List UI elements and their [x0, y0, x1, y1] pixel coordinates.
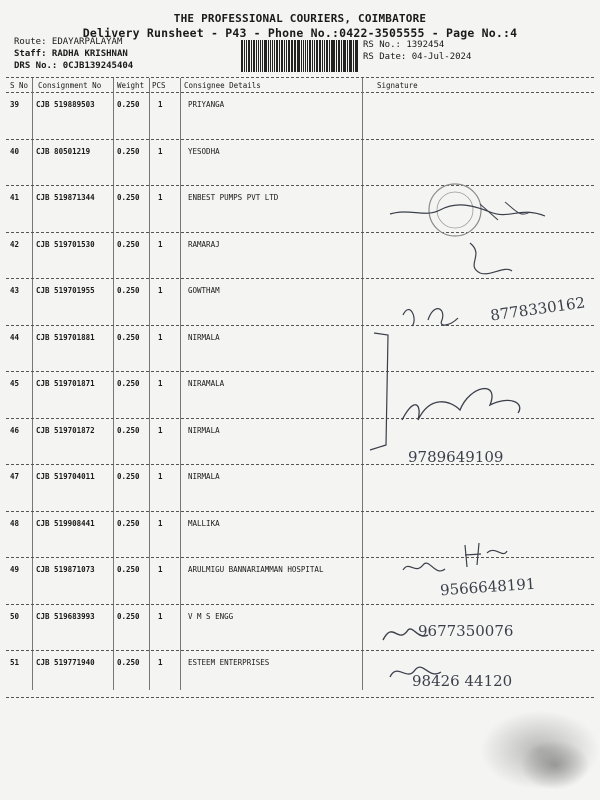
col-consignee: Consignee Details: [184, 81, 261, 90]
row-consignee: YESODHA: [188, 147, 220, 156]
barcode-bar: [248, 40, 251, 72]
row-weight: 0.250: [117, 193, 140, 202]
row-weight: 0.250: [117, 426, 140, 435]
row-consignee: NIRMALA: [188, 472, 220, 481]
barcode-bar: [316, 40, 319, 72]
row-sno: 43: [10, 286, 20, 295]
row-consignment: CJB 519771940: [36, 658, 95, 667]
col-divider: [149, 78, 150, 690]
barcode-bar: [279, 40, 280, 72]
row-sno: 45: [10, 379, 20, 388]
row-weight: 0.250: [117, 100, 140, 109]
row-weight: 0.250: [117, 333, 140, 342]
barcode-bar: [246, 40, 247, 72]
row-consignment: CJB 519908441: [36, 519, 95, 528]
row-consignment: CJB 80501219: [36, 147, 91, 156]
row-consignee: ESTEEM ENTERPRISES: [188, 658, 270, 667]
barcode-bar: [341, 40, 342, 72]
barcode-bar: [274, 40, 275, 72]
row-sno: 40: [10, 147, 20, 156]
barcode-bar: [264, 40, 267, 72]
barcode-bar: [322, 40, 323, 72]
barcode-bar: [349, 40, 352, 72]
sig-51-phone: 98426 44120: [412, 672, 513, 690]
row-weight: 0.250: [117, 147, 140, 156]
col-sno: S No: [10, 81, 29, 90]
row-weight: 0.250: [117, 519, 140, 528]
row-consignee: V M S ENGG: [188, 612, 234, 621]
row-weight: 0.250: [117, 658, 140, 667]
barcode-bar: [338, 40, 340, 72]
route-label: Route: EDAYARPALAYAM: [14, 37, 123, 47]
barcode-bar: [281, 40, 284, 72]
barcode-bar: [284, 40, 285, 72]
row-consignment: CJB 519701955: [36, 286, 95, 295]
barcode-bar: [260, 40, 261, 72]
sig-43-phone: 8778330162: [489, 293, 587, 325]
barcode-bar: [262, 40, 263, 72]
barcode-bar: [241, 40, 243, 72]
barcode-bar: [258, 40, 259, 72]
row-pcs: 1: [158, 100, 163, 109]
row-pcs: 1: [158, 193, 163, 202]
rs-date: RS Date: 04-Jul-2024: [363, 52, 472, 62]
row-sno: 42: [10, 240, 20, 249]
row-sno: 51: [10, 658, 20, 667]
barcode-bar: [295, 40, 296, 72]
row-consignment: CJB 519683993: [36, 612, 95, 621]
barcode-bar: [329, 40, 330, 72]
barcode-bar: [272, 40, 273, 72]
row-consignment: CJB 519889503: [36, 100, 95, 109]
barcode-bar: [355, 40, 356, 72]
barcode-bar: [324, 40, 325, 72]
barcode-bar: [301, 40, 302, 72]
col-pcs: PCS: [152, 81, 166, 90]
row-consignee: NIRMALA: [188, 426, 220, 435]
row-consignee: MALLIKA: [188, 519, 220, 528]
barcode-bar: [356, 40, 358, 72]
row-divider: [6, 511, 594, 512]
barcode-bar: [326, 40, 328, 72]
row-sno: 41: [10, 193, 20, 202]
barcode-bar: [251, 40, 252, 72]
barcode-bar: [343, 40, 344, 72]
barcode-bar: [244, 40, 245, 72]
barcode-bar: [291, 40, 293, 72]
barcode-bar: [309, 40, 311, 72]
row-consignment: CJB 519701530: [36, 240, 95, 249]
drs-number: DRS No.: 0CJB139245404: [14, 61, 134, 71]
barcode-bar: [319, 40, 321, 72]
row-consignee: PRIYANGA: [188, 100, 225, 109]
barcode-bar: [332, 40, 335, 72]
row-pcs: 1: [158, 147, 163, 156]
row-pcs: 1: [158, 379, 163, 388]
row-pcs: 1: [158, 472, 163, 481]
sig-49-phone: 9566648191: [439, 574, 536, 600]
col-divider: [180, 78, 181, 690]
rs-number: RS No.: 1392454: [363, 40, 445, 50]
barcode-bar: [256, 40, 258, 72]
header-rule-bottom: [6, 92, 594, 93]
row-consignee: RAMARAJ: [188, 240, 220, 249]
col-signature: Signature: [377, 81, 418, 90]
barcode-bar: [312, 40, 313, 72]
row-sno: 39: [10, 100, 20, 109]
barcode-bar: [268, 40, 269, 72]
barcode-bar: [336, 40, 337, 72]
barcode-bar: [305, 40, 307, 72]
row-pcs: 1: [158, 333, 163, 342]
barcode-bar: [331, 40, 332, 72]
row-divider: [6, 139, 594, 140]
barcode-bar: [276, 40, 278, 72]
row-divider: [6, 650, 594, 651]
row-pcs: 1: [158, 519, 163, 528]
barcode-bar: [297, 40, 300, 72]
barcode-bar: [270, 40, 272, 72]
barcode: [241, 40, 359, 72]
barcode-bar: [294, 40, 295, 72]
row-divider: [6, 697, 594, 698]
row-sno: 46: [10, 426, 20, 435]
row-sno: 49: [10, 565, 20, 574]
sig-50-phone: 9677350076: [418, 622, 514, 640]
row-consignment: CJB 519701872: [36, 426, 95, 435]
barcode-bar: [303, 40, 304, 72]
row-pcs: 1: [158, 565, 163, 574]
row-divider: [6, 604, 594, 605]
row-weight: 0.250: [117, 612, 140, 621]
row-consignment: CJB 519704011: [36, 472, 95, 481]
row-consignee: ENBEST PUMPS PVT LTD: [188, 193, 279, 202]
barcode-bar: [353, 40, 354, 72]
row-consignee: NIRMALA: [188, 333, 220, 342]
row-consignee: NIRAMALA: [188, 379, 225, 388]
row-consignee: GOWTHAM: [188, 286, 220, 295]
barcode-bar: [288, 40, 290, 72]
row-weight: 0.250: [117, 286, 140, 295]
company-title: THE PROFESSIONAL COURIERS, COIMBATORE: [173, 12, 427, 25]
smudge-mark: [520, 740, 590, 790]
col-divider: [32, 78, 33, 690]
col-weight: Weight: [117, 81, 145, 90]
sig-41-stamp-and-signature: [380, 182, 580, 242]
barcode-bar: [253, 40, 255, 72]
row-consignment: CJB 519701881: [36, 333, 95, 342]
barcode-bar: [307, 40, 308, 72]
staff-label: Staff: RADHA KRISHNAN: [14, 49, 128, 59]
row-pcs: 1: [158, 426, 163, 435]
row-pcs: 1: [158, 240, 163, 249]
col-consignment: Consignment No: [38, 81, 102, 90]
row-pcs: 1: [158, 286, 163, 295]
header-rule-top: [6, 77, 594, 78]
row-sno: 48: [10, 519, 20, 528]
col-divider: [113, 78, 114, 690]
runsheet-title: Delivery Runsheet - P43 - Phone No.:0422-3505555 - Page No.:4: [82, 26, 518, 40]
row-consignment: CJB 519871344: [36, 193, 95, 202]
row-weight: 0.250: [117, 472, 140, 481]
row-consignment: CJB 519701871: [36, 379, 95, 388]
barcode-bar: [344, 40, 346, 72]
row-pcs: 1: [158, 658, 163, 667]
barcode-bar: [286, 40, 287, 72]
row-sno: 50: [10, 612, 20, 621]
row-weight: 0.250: [117, 565, 140, 574]
barcode-bar: [347, 40, 348, 72]
row-weight: 0.250: [117, 240, 140, 249]
barcode-bar: [314, 40, 315, 72]
row-weight: 0.250: [117, 379, 140, 388]
row-sno: 47: [10, 472, 20, 481]
sig-42-signature: [460, 235, 520, 280]
row-consignment: CJB 519871073: [36, 565, 95, 574]
sig-46-phone: 9789649109: [408, 448, 504, 466]
row-consignee: ARULMIGU BANNARIAMMAN HOSPITAL: [188, 565, 324, 574]
row-sno: 44: [10, 333, 20, 342]
sig-44-46-bracket-signature: [360, 325, 600, 465]
row-pcs: 1: [158, 612, 163, 621]
